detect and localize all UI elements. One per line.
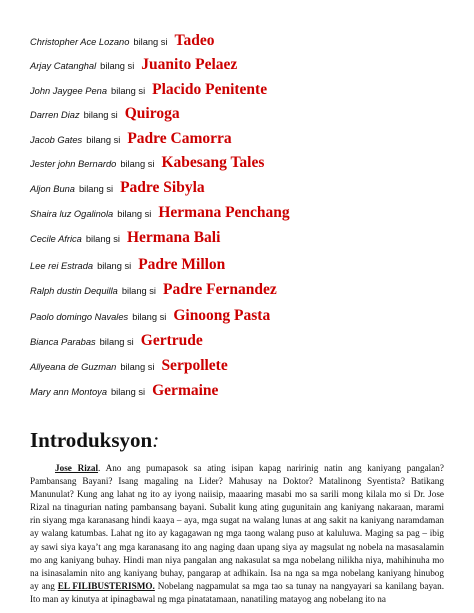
actor-name: Shaira luz Ogalinola (30, 209, 114, 219)
connector-text: bilang si (117, 209, 152, 219)
body-text: . Ano ang pumapasok sa ating isipan kapag naririnig natin ang kaniyang pangalan? Pambansang Bayani? Isang magaling na Lider? Mahusay na Doktor? Matalinong Syentista? Batikang Manunulat? Kung ang lahat ng ito ay iyong naiisip, maaaring masabi mo sa sarili mong kilala mo si Dr. Jose Rizal na tinagurian nating pambansang bayani. Subalit kung ating gugunitain ang kaniyang nakaraan, marami rin siyang mga karanasang hindi kaaya – aya, mga sugat na walang lunas at ang sakit na kaniyang naramdaman ay walang katumbas. Lahat ng ito ay kagagawan ng mga taong walang puso at kaluluwa. Maging sa pag – ibig ay sawi siya kaya’t ang mga karanasang ito ang naging daan upang siya ay magsulat ng nobela na masasalamin mo ang kaniyang buhay. Hindi man niya pangalan ang nakasulat sa mga nobelang nilikha niya, mahihinuha mo na isinasalamin nito ang kaniyang buhay, pangarap at adhikain. Isa na nga sa mga nobelang kaniyang hinubog ay ang (30, 463, 444, 591)
actor-name: Allyeana de Guzman (30, 362, 117, 372)
connector-text: bilang si (132, 312, 167, 322)
cast-entry (30, 57, 237, 73)
actor-name: Bianca Parabas (30, 337, 96, 347)
character-name: Hermana Bali (126, 229, 221, 246)
character-name: Germaine (152, 382, 219, 399)
character-name: Ginoong Pasta (173, 307, 271, 324)
cast-entry (30, 131, 232, 147)
novel-title: EL FILIBUSTERISMO. (57, 580, 155, 591)
cast-entry (30, 383, 218, 399)
section-heading (30, 428, 159, 453)
actor-name: Jacob Gates (30, 135, 83, 145)
character-name: Padre Camorra (127, 130, 232, 147)
cast-entry (30, 33, 214, 49)
connector-text: bilang si (120, 159, 155, 169)
character-name: Kabesang Tales (161, 154, 265, 171)
heading-text: Introduksyon (30, 428, 153, 452)
body-text: Nobelang nagpamulat sa mga tao sa tunay na nangyayari sa kanilang bayan. Ito man ay kinutya at ipinagbawal ng mga pinatatamaan, nanatiling matayog ang nobelang ito na (30, 580, 445, 604)
connector-text: bilang si (85, 234, 120, 244)
cast-entry (30, 230, 220, 246)
character-name: Tadeo (174, 32, 215, 49)
actor-name: Darren Diaz (30, 110, 80, 120)
character-name: Serpollete (161, 357, 228, 374)
character-name: Padre Sibyla (120, 179, 205, 196)
character-name: Padre Fernandez (162, 281, 277, 298)
actor-name: John Jaygee Pena (30, 86, 108, 96)
character-name: Placido Penitente (152, 81, 268, 98)
actor-name: Christopher Ace Lozano (30, 37, 130, 47)
cast-entry (30, 106, 180, 122)
connector-text: bilang si (133, 37, 168, 47)
cast-entry (30, 205, 290, 221)
connector-text: bilang si (120, 362, 155, 372)
connector-text: bilang si (83, 110, 118, 120)
actor-name: Mary ann Montoya (30, 387, 107, 397)
cast-entry (30, 358, 228, 374)
connector-text: bilang si (78, 184, 114, 194)
cast-entry (30, 333, 203, 349)
heading-colon: : (152, 428, 160, 452)
connector-text: bilang si (111, 387, 146, 397)
cast-entry (30, 282, 277, 298)
actor-name: Cecile Africa (30, 234, 82, 244)
cast-entry (30, 155, 264, 171)
character-name: Hermana Penchang (158, 204, 290, 221)
actor-name: Aljon Buna (30, 184, 75, 194)
actor-name: Lee rei Estrada (30, 261, 94, 271)
character-name: Padre Millon (138, 256, 226, 273)
connector-text: bilang si (121, 286, 156, 296)
actor-name: Ralph dustin Dequilla (30, 286, 118, 296)
actor-name: Arjay Catanghal (30, 61, 97, 71)
actor-name: Jester john Bernardo (30, 159, 117, 169)
cast-entry (30, 308, 270, 324)
actor-name: Paolo domingo Navales (30, 312, 129, 322)
character-name: Quiroga (124, 105, 180, 122)
cast-entry (30, 257, 225, 273)
connector-text: bilang si (111, 86, 146, 96)
connector-text: bilang si (99, 337, 134, 347)
connector-text: bilang si (86, 135, 121, 145)
connector-text: bilang si (97, 261, 132, 271)
intro-paragraph (30, 462, 444, 606)
character-name: Juanito Pelaez (141, 56, 238, 73)
connector-text: bilang si (100, 61, 135, 71)
cast-entry (30, 180, 205, 196)
cast-entry (30, 82, 267, 98)
character-name: Gertrude (140, 332, 203, 349)
lead-name: Jose Rizal (55, 463, 99, 473)
